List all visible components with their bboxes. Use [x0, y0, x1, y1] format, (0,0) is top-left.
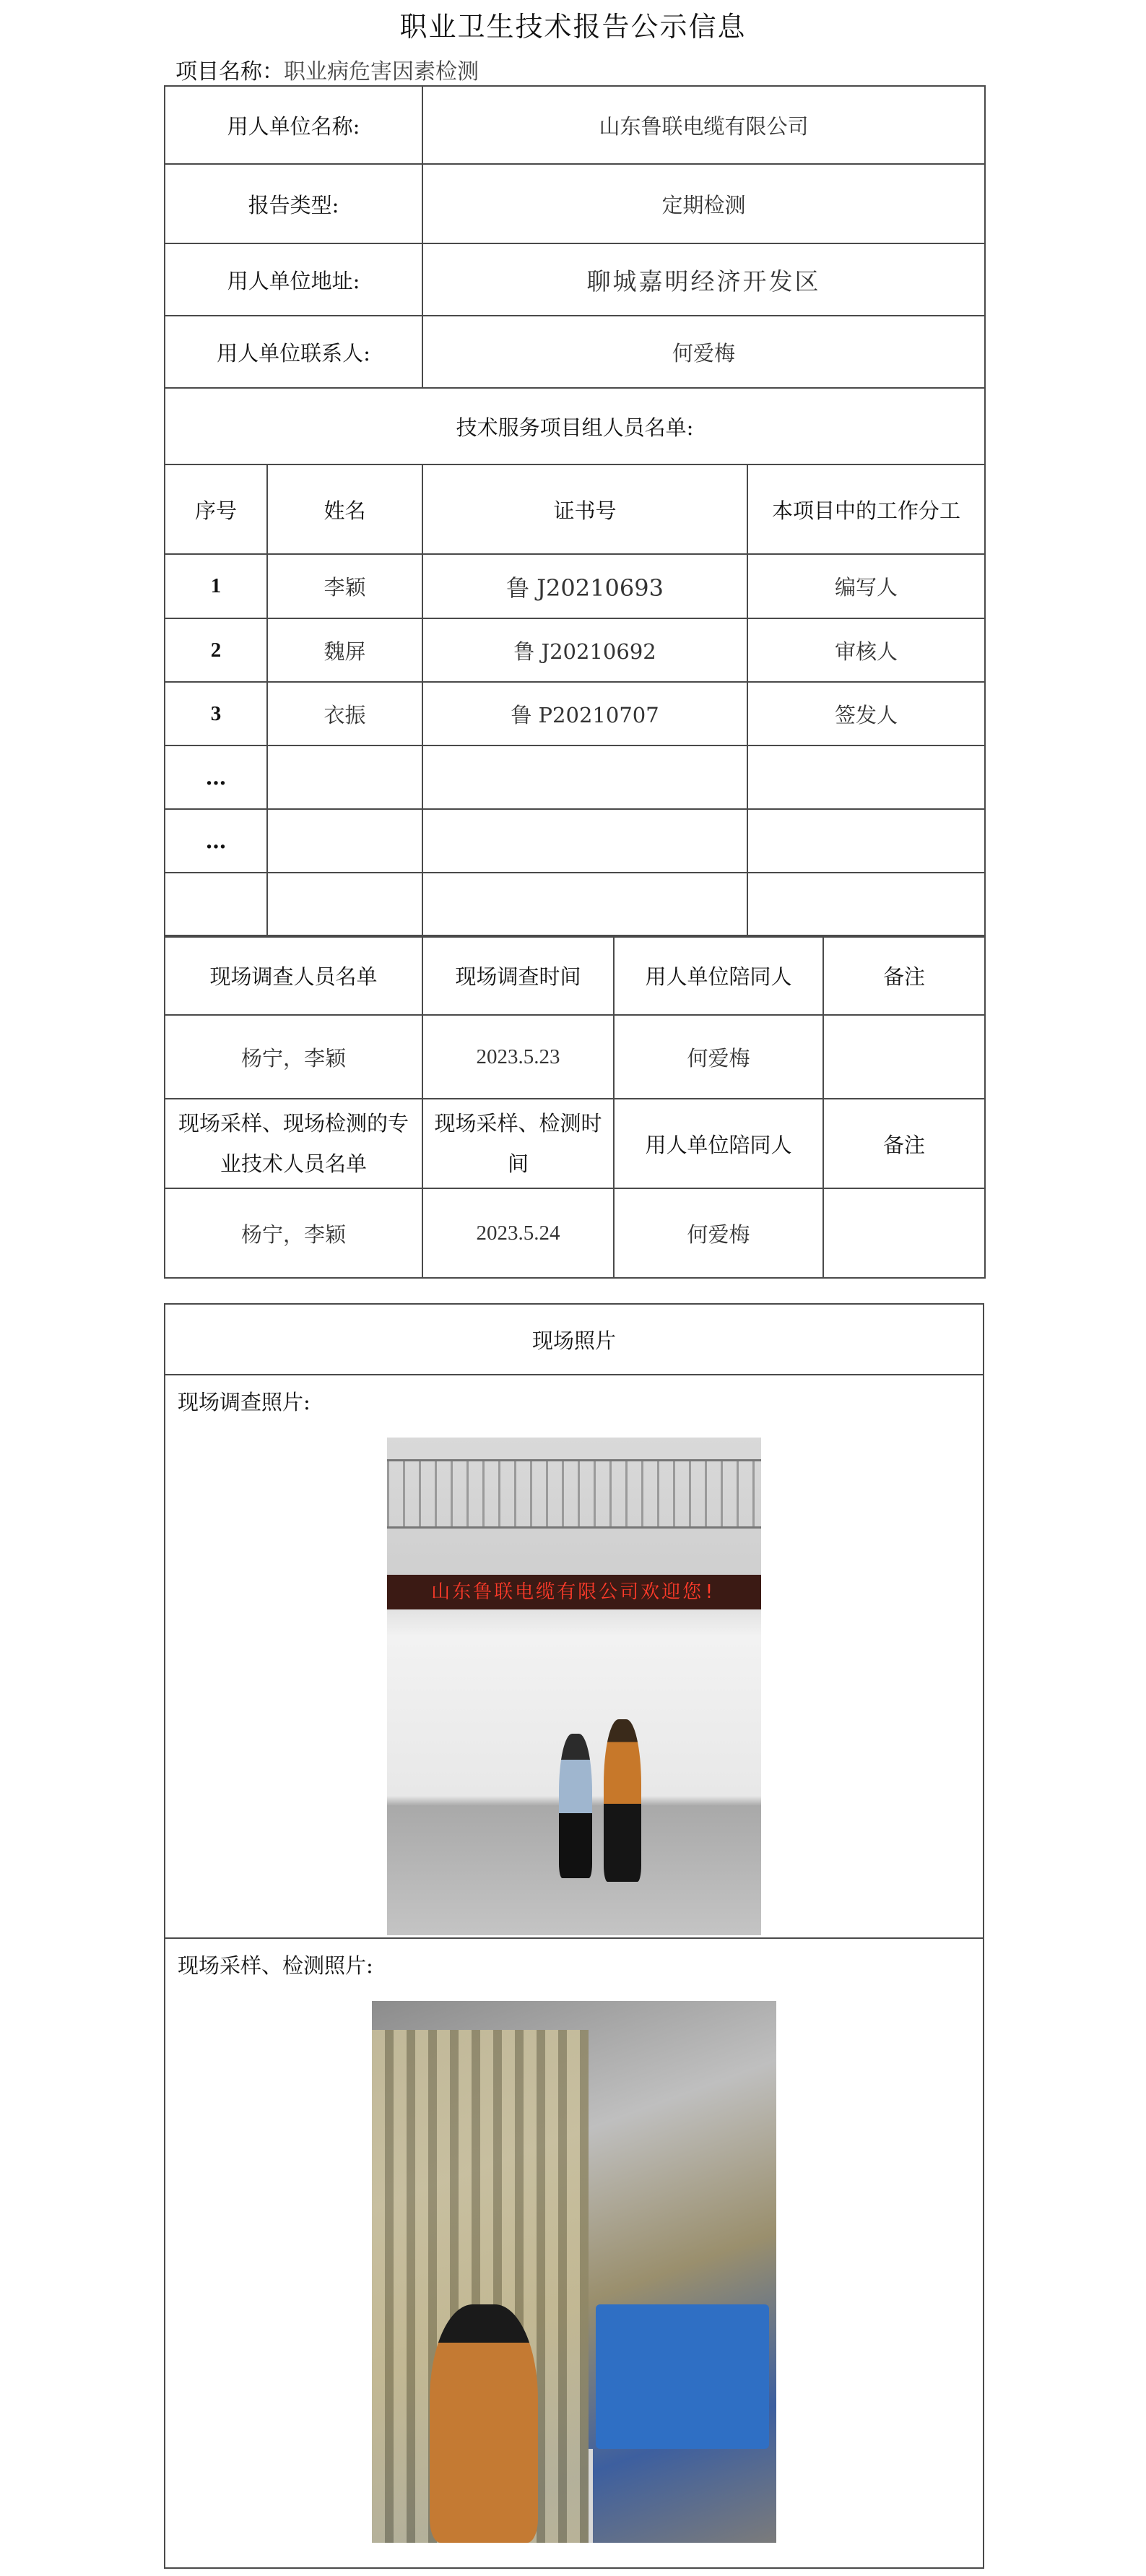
team-row-name	[267, 873, 422, 937]
team-row-name	[267, 745, 422, 809]
table-row	[165, 682, 985, 745]
survey-photo	[387, 1438, 761, 1935]
team-row-role	[747, 745, 985, 809]
team-row-no	[165, 873, 267, 937]
table-row	[165, 554, 985, 618]
survey-table	[164, 935, 986, 1279]
project-name	[175, 53, 479, 85]
info-value-contact: 何爱梅	[422, 316, 985, 388]
info-value-address: 聊城嘉明经济开发区	[422, 243, 985, 316]
team-row-cert	[422, 745, 747, 809]
team-row-no: 2	[165, 618, 267, 682]
photos-heading: 现场照片	[165, 1304, 984, 1375]
sampling-photo-cell	[165, 1938, 984, 2568]
equipment-graphic	[596, 2304, 769, 2449]
team-col-name: 姓名	[267, 464, 422, 554]
survey-col-escort: 用人单位陪同人	[614, 935, 823, 1015]
sampling-col-escort: 用人单位陪同人	[614, 1099, 823, 1188]
survey-photo-cell	[165, 1375, 984, 1938]
sampling-note	[823, 1188, 985, 1278]
team-row-role: 审核人	[747, 618, 985, 682]
railing-graphic	[387, 1459, 761, 1529]
table-row	[165, 873, 985, 937]
team-row-name: 李颖	[267, 554, 422, 618]
team-row-no: …	[165, 745, 267, 809]
sampling-people: 杨宁，李颖	[165, 1188, 422, 1278]
welcome-banner	[387, 1575, 761, 1609]
team-col-no: 序号	[165, 464, 267, 554]
survey-people: 杨宁，李颖	[165, 1015, 422, 1099]
sampling-date: 2023.5.24	[422, 1188, 614, 1278]
team-row-role	[747, 873, 985, 937]
sampling-col-date: 现场采样、检测时间	[422, 1099, 614, 1188]
report-info-table	[164, 85, 986, 938]
team-row-no: 1	[165, 554, 267, 618]
sampling-col-note: 备注	[823, 1099, 985, 1188]
survey-col-people: 现场调查人员名单	[165, 935, 422, 1015]
sampling-photo	[372, 2001, 776, 2543]
survey-col-note: 备注	[823, 935, 985, 1015]
person-figure	[559, 1734, 592, 1878]
table-row	[165, 1188, 985, 1278]
person-figure	[604, 1719, 641, 1882]
table-row	[165, 745, 985, 809]
info-value-unit: 山东鲁联电缆有限公司	[422, 86, 985, 164]
team-heading: 技术服务项目组人员名单:	[165, 388, 985, 464]
team-col-role: 本项目中的工作分工	[747, 464, 985, 554]
team-row-cert	[422, 873, 747, 937]
project-value: 职业病危害因素检测	[284, 59, 479, 85]
survey-note	[823, 1015, 985, 1099]
table-row	[165, 1015, 985, 1099]
info-label-type: 报告类型:	[165, 164, 422, 243]
info-label-contact: 用人单位联系人:	[165, 316, 422, 388]
team-col-cert: 证书号	[422, 464, 747, 554]
team-row-role: 签发人	[747, 682, 985, 745]
survey-photo-caption: 现场调查照片:	[178, 1390, 311, 1414]
team-row-no: 3	[165, 682, 267, 745]
info-label-address: 用人单位地址:	[165, 243, 422, 316]
sampling-col-people: 现场采样、现场检测的专业技术人员名单	[165, 1099, 422, 1188]
project-label: 项目名称：	[175, 59, 284, 85]
info-label-unit: 用人单位名称:	[165, 86, 422, 164]
table-row	[165, 809, 985, 873]
team-row-role: 编写人	[747, 554, 985, 618]
survey-date: 2023.5.23	[422, 1015, 614, 1099]
person-figure	[430, 2304, 538, 2543]
table-row	[165, 618, 985, 682]
team-row-name: 魏屏	[267, 618, 422, 682]
team-row-cert	[422, 809, 747, 873]
team-row-no: …	[165, 809, 267, 873]
team-row-cert: 鲁 J20210693	[422, 554, 747, 618]
team-row-name	[267, 809, 422, 873]
info-value-type: 定期检测	[422, 164, 985, 243]
sampling-escort: 何爱梅	[614, 1188, 823, 1278]
team-row-cert: 鲁 J20210692	[422, 618, 747, 682]
team-row-cert: 鲁 P20210707	[422, 682, 747, 745]
sampling-photo-caption: 现场采样、检测照片:	[178, 1953, 373, 1978]
site-photos-table	[164, 1303, 984, 2569]
welcome-banner-text: 山东鲁联电缆有限公司欢迎您!	[431, 1581, 717, 1603]
tripod-graphic	[589, 2449, 593, 2543]
page-title: 职业卫生技术报告公示信息	[399, 11, 747, 43]
team-row-name: 衣振	[267, 682, 422, 745]
survey-escort: 何爱梅	[614, 1015, 823, 1099]
team-row-role	[747, 809, 985, 873]
survey-col-date: 现场调查时间	[422, 935, 614, 1015]
